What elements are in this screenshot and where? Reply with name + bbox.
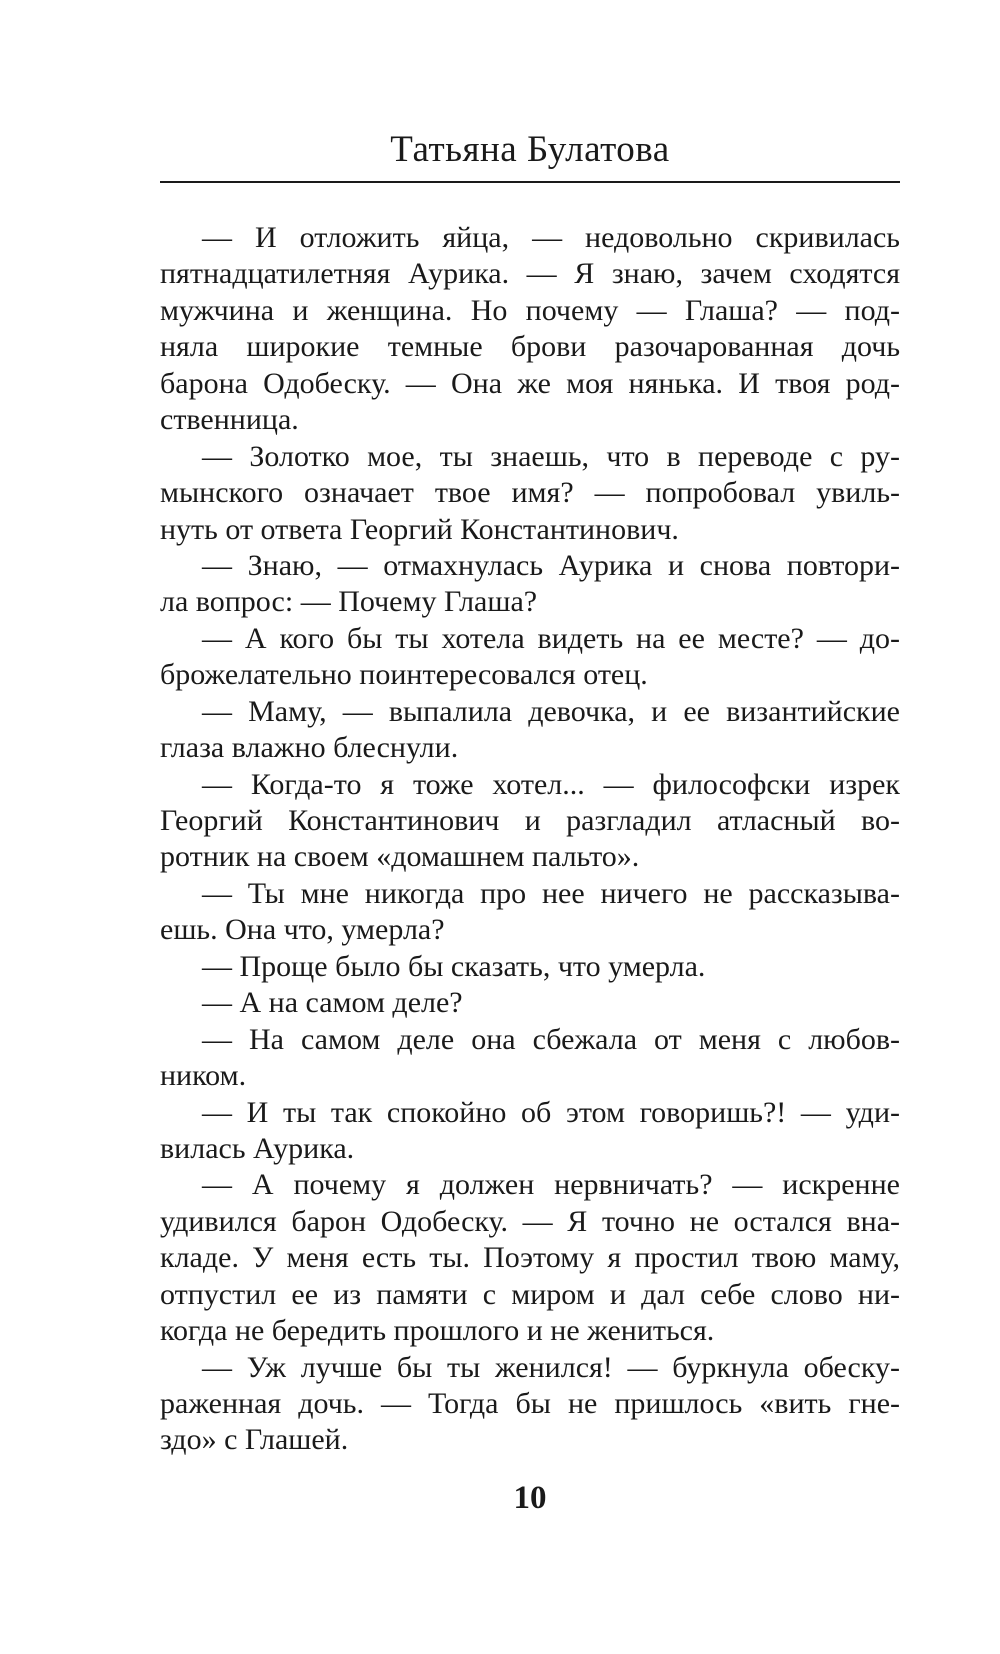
text-line: здо» с Глашей.: [160, 1423, 349, 1457]
text-line: — А почему я должен нервничать? — искренне: [202, 1168, 900, 1202]
text-line: брожелательно поинтересовался отец.: [160, 658, 648, 692]
text-line: нуть от ответа Георгий Константинович.: [160, 512, 679, 546]
text-line: мынского означает твое имя? — попробовал увиль-: [160, 476, 900, 510]
text-line: няла широкие темные брови разочарованная дочь: [160, 330, 900, 364]
text-line: глаза влажно блеснули.: [160, 731, 459, 765]
text-line: вилась Аурика.: [160, 1131, 355, 1165]
text-line: ла вопрос: — Почему Глаша?: [160, 585, 538, 619]
running-head-author: Татьяна Булатова: [390, 129, 670, 170]
text-line: кладе. У меня есть ты. Поэтому я простил твою маму,: [160, 1241, 900, 1275]
text-line: мужчина и женщина. Но почему — Глаша? — под-: [160, 293, 900, 327]
text-line: — А на самом деле?: [202, 986, 463, 1020]
text-line: ротник на своем «домашнем пальто».: [160, 840, 640, 874]
body-text: [160, 220, 900, 1459]
page-number: 10: [513, 1480, 547, 1516]
text-line: когда не бередить прошлого и не жениться.: [160, 1314, 715, 1348]
text-line: — Когда-то я тоже хотел... — философски изрек: [202, 767, 900, 801]
text-line: — Ты мне никогда про нее ничего не рассказыва-: [202, 876, 900, 910]
text-line: раженная дочь. — Тогда бы не пришлось «вить гне-: [160, 1387, 900, 1420]
text-line: — А кого бы ты хотела видеть на ее месте? — до-: [202, 621, 900, 655]
text-line: — Знаю, — отмахнулась Аурика и снова повтори-: [202, 548, 900, 582]
text-line: — Золотко мое, ты знаешь, что в переводе с ру-: [202, 439, 900, 473]
text-line: — На самом деле она сбежала от меня с любов-: [202, 1022, 900, 1056]
header-rule: [160, 181, 900, 183]
text-line: — И ты так спокойно об этом говоришь?! — уди-: [202, 1095, 900, 1129]
text-line: удивился барон Одобеску. — Я точно не остался вна-: [160, 1204, 900, 1238]
text-line: — Маму, — выпалила девочка, и ее византийские: [202, 694, 900, 728]
text-line: ственница.: [160, 403, 299, 437]
text-line: ешь. Она что, умерла?: [160, 913, 445, 947]
text-line: отпустил ее из памяти с миром и дал себе слово ни-: [160, 1277, 900, 1311]
text-line: — И отложить яйца, — недовольно скривилась: [202, 221, 900, 254]
text-line: пятнадцатилетняя Аурика. — Я знаю, зачем сходятся: [160, 257, 900, 291]
text-line: — Проще было бы сказать, что умерла.: [202, 949, 706, 983]
text-line: барона Одобеску. — Она же моя нянька. И твоя род-: [160, 366, 900, 400]
text-line: — Уж лучше бы ты женился! — буркнула обеску-: [202, 1350, 900, 1384]
text-line: ником.: [160, 1059, 247, 1093]
text-line: Георгий Константинович и разгладил атласный во-: [160, 804, 900, 837]
